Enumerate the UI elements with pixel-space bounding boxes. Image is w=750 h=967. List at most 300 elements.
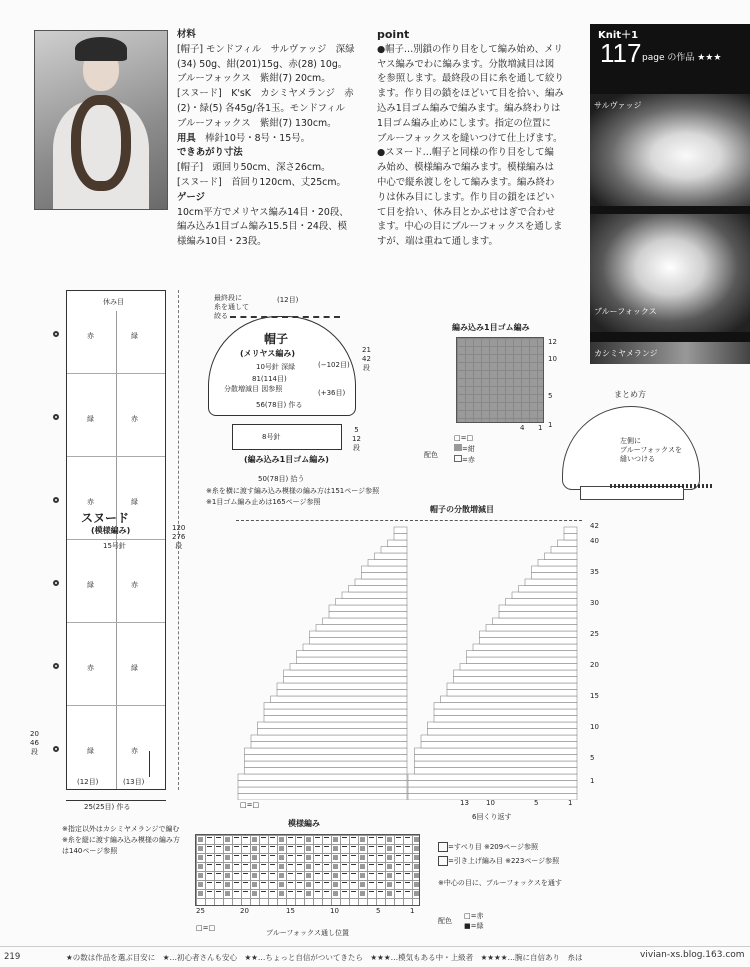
dist-bottom-label: 1 xyxy=(568,799,573,807)
pattern-stitch xyxy=(234,882,239,888)
pattern-stitch xyxy=(306,846,311,851)
snood-width: 25(25目) 作る xyxy=(84,803,131,811)
pattern-stitch xyxy=(297,873,302,879)
snood-row-divider xyxy=(67,539,165,540)
fox-line xyxy=(230,316,340,318)
pattern-stitch xyxy=(378,864,383,870)
dist-row xyxy=(525,579,577,586)
rib-needle: 8号針 xyxy=(262,433,281,441)
point-section xyxy=(377,28,585,250)
pattern-stitch xyxy=(288,873,293,879)
fur-label: ブルーフォックス xyxy=(594,307,657,316)
pattern-stitch xyxy=(315,846,320,852)
hat-subtitle: (メリヤス編み) xyxy=(240,349,295,358)
point-line: を参照します。最終段の目に糸を通して絞り xyxy=(377,73,564,85)
pattern-stitch xyxy=(297,846,302,852)
pattern-stitch xyxy=(252,855,257,860)
pattern-stitch xyxy=(378,855,383,861)
dist-bottom-label: 13 xyxy=(460,799,469,807)
dist-row xyxy=(434,716,577,723)
pattern-stitch xyxy=(279,837,284,842)
pattern-stitch xyxy=(234,873,239,879)
pattern-stitch xyxy=(315,873,320,879)
rib-chart-grid xyxy=(456,337,544,423)
materials-section xyxy=(177,28,369,250)
dist-row xyxy=(558,540,578,547)
dist-row xyxy=(316,625,407,632)
rib-legend: □=□ =紺 =赤 xyxy=(454,434,475,464)
pattern-stitch xyxy=(369,864,374,870)
dist-row xyxy=(467,657,578,664)
hat-rows: 21 42 段 xyxy=(362,346,371,372)
dist-row xyxy=(428,729,578,736)
pattern-stitch xyxy=(405,873,410,879)
pattern-stitch xyxy=(342,855,347,861)
fox-trim xyxy=(610,484,714,488)
materials-line: ブルーフォックス 紫紺(7) 130cm。 xyxy=(177,117,337,129)
pattern-stitch xyxy=(414,846,419,851)
dist-row xyxy=(323,618,408,625)
pattern-stitch xyxy=(342,891,347,897)
point-line: りは休み目にします。作り目の鎖をほどい xyxy=(377,191,555,203)
pattern-stitch xyxy=(387,846,392,851)
pattern-stitch xyxy=(216,882,221,888)
pattern-stitch xyxy=(207,891,212,897)
pattern-stitch xyxy=(396,855,401,861)
pattern-stitch xyxy=(324,873,329,879)
pattern-stitch xyxy=(351,891,356,897)
dist-row xyxy=(245,755,408,762)
bullseye-icon xyxy=(53,331,59,337)
pattern-stitch xyxy=(333,846,338,851)
dist-row xyxy=(473,644,577,651)
dist-row xyxy=(251,742,407,749)
dist-row xyxy=(284,670,408,677)
pattern-footer: ブルーフォックス通し位置 xyxy=(266,929,349,937)
arrow-up-icon xyxy=(149,751,150,777)
pattern-stitch xyxy=(378,837,383,843)
pattern-stitch xyxy=(405,846,410,852)
pattern-stitch xyxy=(234,846,239,852)
bullseye-icon xyxy=(53,414,59,420)
dist-legend: □=□ xyxy=(240,801,260,809)
snood-cell-color: 緑 xyxy=(87,747,94,755)
pattern-stitch xyxy=(288,864,293,870)
dist-row xyxy=(238,781,407,788)
pattern-stitch xyxy=(243,882,248,888)
pattern-stitch xyxy=(342,864,347,870)
dist-row xyxy=(564,534,577,541)
pattern-stitch xyxy=(261,864,266,870)
pattern-stitch xyxy=(387,891,392,896)
pattern-stitch xyxy=(396,873,401,879)
dist-row xyxy=(408,774,577,781)
pattern-stitch xyxy=(270,891,275,897)
dist-row xyxy=(460,664,577,671)
pattern-stitch xyxy=(261,846,266,852)
hat-cast-on: 56(78目) 作る xyxy=(256,401,303,409)
pattern-stitch xyxy=(297,855,302,861)
pattern-stitch xyxy=(252,882,257,887)
fur-label: カシミヤメランジ xyxy=(594,349,658,358)
pattern-stitch xyxy=(306,873,311,878)
point-line: 中心で縦糸渡しをして編みます。編み終わ xyxy=(377,176,555,188)
hat-top-note: 最終段に 糸を通して 絞る xyxy=(214,294,249,320)
pattern-stitch xyxy=(252,846,257,851)
snood-title: スヌード xyxy=(81,511,130,525)
footer-url: vivian-xs.blog.163.com xyxy=(640,950,745,960)
snood-cell-color: 赤 xyxy=(87,332,94,340)
pattern-stitch xyxy=(369,837,374,843)
pattern-stitch xyxy=(324,846,329,852)
snood-needle: 15号針 xyxy=(103,542,126,550)
point-line: み始め、模様編みで編みます。模様編みは xyxy=(377,162,554,174)
snood-subtitle: (模様編み) xyxy=(91,526,131,535)
pattern-stitch xyxy=(207,837,212,843)
snood-notes: ※指定以外はカシミヤメランジで編む ※糸を縦に渡す編み込み模様の編み方 は140ページ参照 xyxy=(62,825,180,855)
point-line: 1目ゴム編み止めにします。指定の位置に xyxy=(377,117,551,129)
pattern-stitch xyxy=(279,891,284,896)
size-line: [帽子] 頭回り50cm、深さ26cm。 xyxy=(177,162,331,174)
pattern-stitch xyxy=(270,864,275,870)
pattern-stitch xyxy=(324,837,329,843)
hat-notes: ※糸を横に渡す編み込み模様の編み方は151ページ参照 ※1目ゴム編み止めは165ページ参照 xyxy=(206,487,380,506)
pattern-stitch xyxy=(387,855,392,860)
pattern-stitch xyxy=(261,855,266,861)
dist-row xyxy=(342,592,407,599)
dist-row xyxy=(499,605,577,612)
snood-height: 120 276 段 xyxy=(172,524,186,550)
hat-needle: 10号針 深緑 xyxy=(256,363,296,371)
pattern-stitch xyxy=(360,855,365,860)
fur-label: サルヴァッジ xyxy=(594,101,642,110)
page-number: 219 xyxy=(4,952,21,962)
model-photo xyxy=(34,30,168,210)
dist-row xyxy=(238,787,407,794)
dist-row xyxy=(310,638,408,645)
point-line: ブルーフォックスを縫いつけて仕上げます。 xyxy=(377,132,563,144)
pattern-stitch xyxy=(198,846,203,851)
page-label: page の作品 ★★★ xyxy=(642,53,722,63)
dist-repeat: 6回くり返す xyxy=(472,813,512,821)
pattern-stitch xyxy=(351,855,356,861)
pattern-stitch xyxy=(306,855,311,860)
hat-title: 帽子 xyxy=(264,332,289,346)
pattern-stitch xyxy=(315,837,320,843)
rib-title: (編み込み1目ゴム編み) xyxy=(244,455,329,464)
snood-cell-color: 赤 xyxy=(87,498,94,506)
pattern-stitch xyxy=(333,882,338,887)
hat-top-count: (12目) xyxy=(277,296,299,304)
rib-chart-title: 編み込み1目ゴム編み xyxy=(452,323,530,332)
snood-diagram xyxy=(66,290,166,790)
pattern-stitch xyxy=(387,873,392,878)
pattern-stitch xyxy=(333,855,338,860)
dist-row xyxy=(245,768,408,775)
pattern-stitch xyxy=(216,864,221,870)
pattern-stitch xyxy=(315,864,320,870)
pattern-stitch xyxy=(198,855,203,860)
pattern-stitch xyxy=(333,873,338,878)
snood-cell-color: 緑 xyxy=(131,664,138,672)
pattern-stitch xyxy=(378,882,383,888)
dist-row xyxy=(551,547,577,554)
dist-row xyxy=(258,729,408,736)
pattern-stitch xyxy=(288,855,293,861)
pattern-stitch xyxy=(351,873,356,879)
pattern-stitch xyxy=(279,864,284,869)
point-line: すが、端は重ねて通します。 xyxy=(377,236,498,248)
dist-row xyxy=(251,735,407,742)
pattern-stitch xyxy=(342,873,347,879)
dist-row xyxy=(277,690,407,697)
pattern-stitch xyxy=(351,864,356,870)
pattern-stitch xyxy=(216,873,221,879)
dist-row xyxy=(394,534,407,541)
pattern-stitch xyxy=(261,891,266,897)
dist-row xyxy=(421,735,577,742)
pattern-chart-grid xyxy=(195,834,420,906)
pattern-stitch xyxy=(225,864,230,869)
pattern-stitch xyxy=(324,882,329,888)
pattern-stitch xyxy=(243,846,248,852)
rib-row-labels: 12 10 5 1 xyxy=(548,338,557,429)
dist-row xyxy=(467,651,578,658)
snood-row-divider xyxy=(67,622,165,623)
dist-row xyxy=(532,566,578,573)
snood-cell-color: 赤 xyxy=(131,581,138,589)
pattern-stitch xyxy=(270,846,275,852)
dist-row xyxy=(532,573,578,580)
dist-row xyxy=(355,579,407,586)
dist-row xyxy=(480,631,578,638)
materials-line: (2)・緑(5) 各45g/各1玉。モンドフィル xyxy=(177,102,346,114)
rib-col-label: 4 xyxy=(520,424,525,432)
pattern-stitch xyxy=(297,882,302,888)
pattern-stitch xyxy=(333,891,338,896)
pattern-stitch xyxy=(414,864,419,869)
pattern-stitch xyxy=(351,846,356,852)
pattern-stitch xyxy=(261,873,266,879)
pattern-stitch xyxy=(288,891,293,897)
pattern-stitch xyxy=(234,855,239,861)
pattern-bottom-label: 1 xyxy=(410,907,415,915)
dist-row xyxy=(258,722,408,729)
pattern-stitch xyxy=(342,882,347,888)
rib-col-label: 1 xyxy=(538,424,543,432)
pattern-stitch xyxy=(369,882,374,888)
pattern-stitch xyxy=(225,873,230,878)
pattern-stitch xyxy=(243,864,248,870)
dist-row xyxy=(238,774,407,781)
pattern-stitch xyxy=(315,891,320,897)
pattern-stitch xyxy=(378,846,383,852)
snood-cell-color: 緑 xyxy=(87,581,94,589)
rib-legend-title: 配色 xyxy=(424,451,438,459)
dist-bottom-label: 5 xyxy=(534,799,539,807)
pattern-stitch xyxy=(378,873,383,879)
finish-rib-shape xyxy=(580,486,684,500)
pattern-stitch xyxy=(396,891,401,897)
pattern-stitch xyxy=(324,855,329,861)
page-footer xyxy=(0,946,750,967)
bullseye-icon xyxy=(53,497,59,503)
pattern-stitch xyxy=(405,855,410,861)
hat-inc: (+36目) xyxy=(318,389,346,397)
pattern-bottom-label: 10 xyxy=(330,907,339,915)
hat-count-81: 81(114目) xyxy=(252,375,287,383)
pattern-stitch xyxy=(369,846,374,852)
dist-right-labels: 42 40 35 30 25 20 15 10 5 1 xyxy=(590,522,599,785)
point-line: ●スヌード…帽子と同様の作り目をして編 xyxy=(377,147,554,159)
pattern-stitch xyxy=(252,837,257,842)
pattern-stitch xyxy=(225,846,230,851)
pattern-stitch xyxy=(396,864,401,870)
materials-line: (34) 50g、紺(201)15g、赤(28) 10g。 xyxy=(177,58,348,70)
pattern-colors: □=赤 ■=緑 xyxy=(464,912,484,930)
point-title: point xyxy=(377,28,410,41)
pattern-stitch xyxy=(225,855,230,860)
hat-pickup: 50(78目) 拾う xyxy=(258,475,305,483)
dist-row xyxy=(303,644,407,651)
pattern-stitch xyxy=(405,891,410,897)
pattern-stitch xyxy=(324,891,329,897)
dist-row xyxy=(421,742,577,749)
dist-row xyxy=(519,586,578,593)
knit-badge: Knit＋1 xyxy=(598,30,639,41)
pattern-stitch xyxy=(243,873,248,879)
pattern-stitch xyxy=(243,837,248,843)
pattern-stitch xyxy=(207,846,212,852)
snood-left-count: (12目) xyxy=(77,778,99,786)
pattern-bottom-label: 25 xyxy=(196,907,205,915)
dist-row xyxy=(506,599,578,606)
snood-cell-color: 赤 xyxy=(131,747,138,755)
pattern-stitch xyxy=(243,891,248,897)
point-line: ヤス編みでわに編みます。分散増減目は図 xyxy=(377,58,555,70)
pattern-stitch xyxy=(216,837,221,843)
pattern-stitch xyxy=(234,864,239,870)
pattern-stitch xyxy=(288,846,293,852)
pattern-stitch xyxy=(207,864,212,870)
pattern-stitch xyxy=(333,864,338,869)
dist-row xyxy=(238,794,407,801)
pattern-bottom-label: 15 xyxy=(286,907,295,915)
size-title: できあがり寸法 xyxy=(177,147,243,159)
pattern-bottom-label: 5 xyxy=(376,907,381,915)
pattern-bottom-label: 20 xyxy=(240,907,249,915)
bullseye-icon xyxy=(53,663,59,669)
pattern-symbol-notes: =すべり目 ※209ページ参照 =引き上げ編み目 ※223ページ参照 ※中心の目に、ブルーフォックスを通す xyxy=(438,843,562,887)
pattern-chart-title: 模様編み xyxy=(288,819,320,828)
dist-chart-svg xyxy=(236,520,582,800)
dist-row xyxy=(434,703,577,710)
dist-row xyxy=(271,696,408,703)
dist-row xyxy=(368,560,407,567)
pattern-stitch xyxy=(306,864,311,869)
materials-line: [帽子] モンドフィル サルヴァッジ 深緑 xyxy=(177,43,355,55)
bullseye-icon xyxy=(53,746,59,752)
pattern-stitch xyxy=(396,837,401,843)
point-line: 込み1目ゴム編みで編みます。編み終わりは xyxy=(377,102,561,114)
pattern-stitch xyxy=(225,891,230,896)
pattern-stitch xyxy=(225,837,230,842)
pattern-stitch xyxy=(270,873,275,879)
dist-row xyxy=(564,527,577,534)
pattern-stitch xyxy=(324,864,329,870)
dist-row xyxy=(245,761,408,768)
pattern-stitch xyxy=(333,837,338,842)
pattern-stitch xyxy=(207,855,212,861)
pattern-stitch xyxy=(342,837,347,843)
pattern-stitch xyxy=(351,882,356,888)
pattern-stitch xyxy=(288,837,293,843)
dist-row xyxy=(454,670,578,677)
dist-chart-title: 帽子の分散増減目 xyxy=(430,505,494,514)
pattern-stitch xyxy=(360,873,365,878)
pattern-stitch xyxy=(369,891,374,897)
gauge-line: 10cm平方でメリヤス編み14目・20段、 xyxy=(177,206,349,218)
tools-line: 用具 棒針10号・8号・15号。 xyxy=(177,132,310,144)
pattern-stitch xyxy=(207,873,212,879)
pattern-stitch xyxy=(270,855,275,861)
dist-row xyxy=(329,605,407,612)
pattern-stitch xyxy=(216,855,221,861)
pattern-stitch xyxy=(279,855,284,860)
snood-cell-color: 赤 xyxy=(87,664,94,672)
gauge-title: ゲージ xyxy=(177,191,205,203)
pattern-stitch xyxy=(414,891,419,896)
pattern-stitch xyxy=(315,882,320,888)
dist-row xyxy=(362,573,408,580)
pattern-stitch xyxy=(270,837,275,843)
pattern-stitch xyxy=(306,837,311,842)
dist-row xyxy=(512,592,577,599)
pattern-stitch xyxy=(405,864,410,870)
snood-row-divider xyxy=(67,705,165,706)
snood-block-rows: 20 46 段 xyxy=(30,730,39,756)
pattern-stitch xyxy=(297,864,302,870)
dist-row xyxy=(297,657,408,664)
pattern-stitch xyxy=(216,891,221,897)
pattern-stitch xyxy=(369,855,374,861)
dist-row xyxy=(408,781,577,788)
finish-title: まとめ方 xyxy=(614,390,646,399)
dist-row xyxy=(415,755,578,762)
dist-row xyxy=(336,599,408,606)
dist-row xyxy=(545,553,578,560)
pattern-stitch xyxy=(288,882,293,888)
pattern-stitch xyxy=(369,873,374,879)
pattern-stitch xyxy=(198,891,203,896)
side-panel xyxy=(590,24,750,364)
materials-line: [スヌード] K'sK カシミヤメランジ 赤 xyxy=(177,88,354,100)
pattern-stitch xyxy=(378,891,383,897)
bullseye-icon xyxy=(53,580,59,586)
dist-row xyxy=(447,683,577,690)
dist-row xyxy=(415,748,578,755)
pattern-stitch xyxy=(360,864,365,869)
pattern-stitch xyxy=(414,873,419,878)
pattern-stitch xyxy=(225,882,230,887)
pattern-stitch xyxy=(315,855,320,861)
dist-row xyxy=(362,566,408,573)
pattern-stitch xyxy=(387,837,392,842)
pattern-legend: □=□ xyxy=(196,924,216,932)
pattern-stitch xyxy=(198,864,203,869)
dist-row xyxy=(434,709,577,716)
pattern-stitch xyxy=(360,891,365,896)
